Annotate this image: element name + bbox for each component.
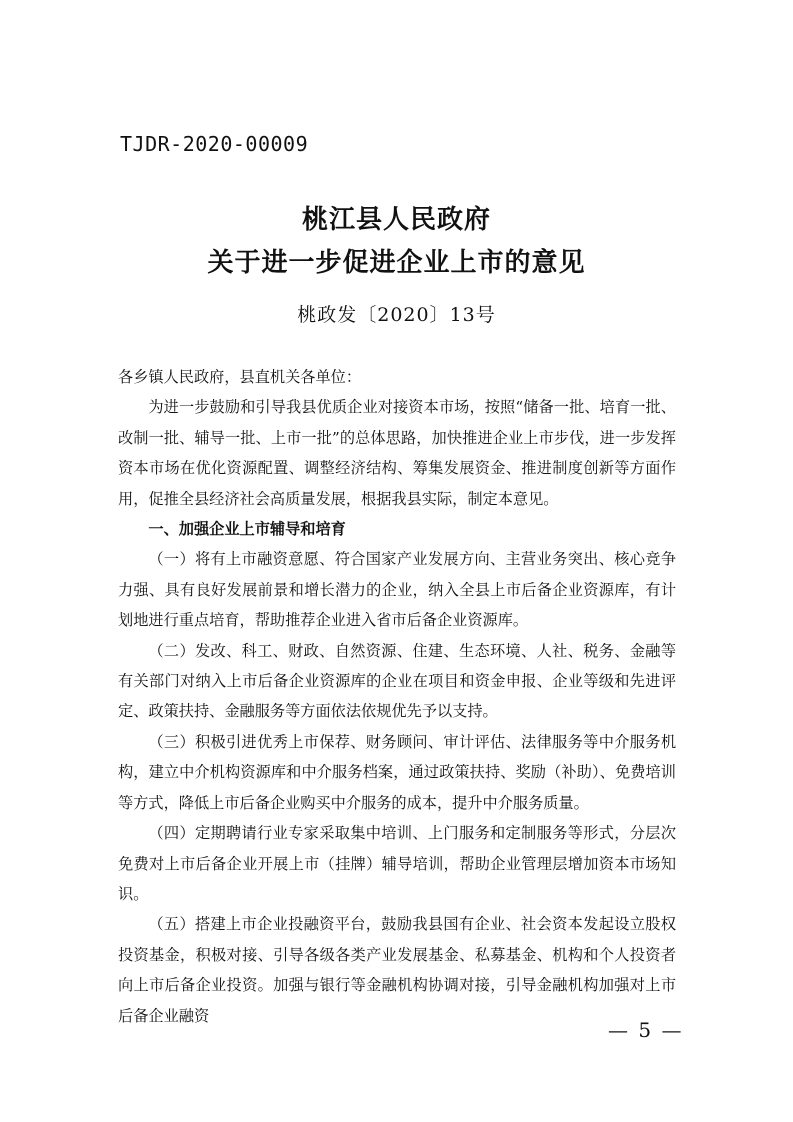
paragraph-item-2: （二）发改、科工、财政、自然资源、住建、生态环境、人社、税务、金融等有关部门对纳入上市后备企业资源库的企业在项目和资金申报、企业等级和先进评定、政策扶持、金融服务等方面依法依规优先予以支持。 xyxy=(118,641,676,721)
section-heading: 一、加强企业上市辅导和培育 xyxy=(148,520,346,539)
document-number: 桃政发〔2020〕13号 xyxy=(297,304,496,326)
paragraph-item-3: （三）积极引进优秀上市保荐、财务顾问、审计评估、法律服务等中介服务机构，建立中介机构资源库和中介服务档案，通过政策扶持、奖励（补助）、免费培训等方式，降低上市后备企业购买中介服务的成本，提升中介服务质量。 xyxy=(118,732,676,812)
paragraph-item-1: （一）将有上市融资意愿、符合国家产业发展方向、主营业务突出、核心竞争力强、具有良好发展前景和增长潜力的企业，纳入全县上市后备企业资源库，有计划地进行重点培育，帮助推荐企业进入省市后备企业资源库。 xyxy=(118,550,676,630)
salutation: 各乡镇人民政府，县直机关各单位： xyxy=(118,368,361,386)
intro-paragraph: 为进一步鼓励和引导我县优质企业对接资本市场，按照“储备一批、培育一批、改制一批、辅导一批、上市一批”的总体思路，加快推进企业上市步伐，进一步发挥资本市场在优化资源配置、调整经济结构、筹集发展资金、推进制度创新等方面作用，促推全县经济社会高质量发展，根据我县实际，制定本意见。 xyxy=(118,398,676,508)
document-title-line1: 桃江县人民政府 xyxy=(301,205,491,235)
document-body xyxy=(118,362,676,1031)
document-code: TJDR-2020-00009 xyxy=(120,132,309,156)
page-number: — 5 — xyxy=(608,1018,684,1042)
paragraph-item-4: （四）定期聘请行业专家采取集中培训、上门服务和定制服务等形式，分层次免费对上市后备企业开展上市（挂牌）辅导培训，帮助企业管理层增加资本市场知识。 xyxy=(118,824,676,903)
paragraph-item-5: （五）搭建上市企业投融资平台，鼓励我县国有企业、社会资本发起设立股权投资基金，积极对接、引导各级各类产业发展基金、私募基金、机构和个人投资者向上市后备企业投资。加强与银行等金融机构协调对接，引导金融机构加强对上市后备企业融资 xyxy=(118,915,676,1025)
document-title-line2: 关于进一步促进企业上市的意见 xyxy=(207,248,586,278)
